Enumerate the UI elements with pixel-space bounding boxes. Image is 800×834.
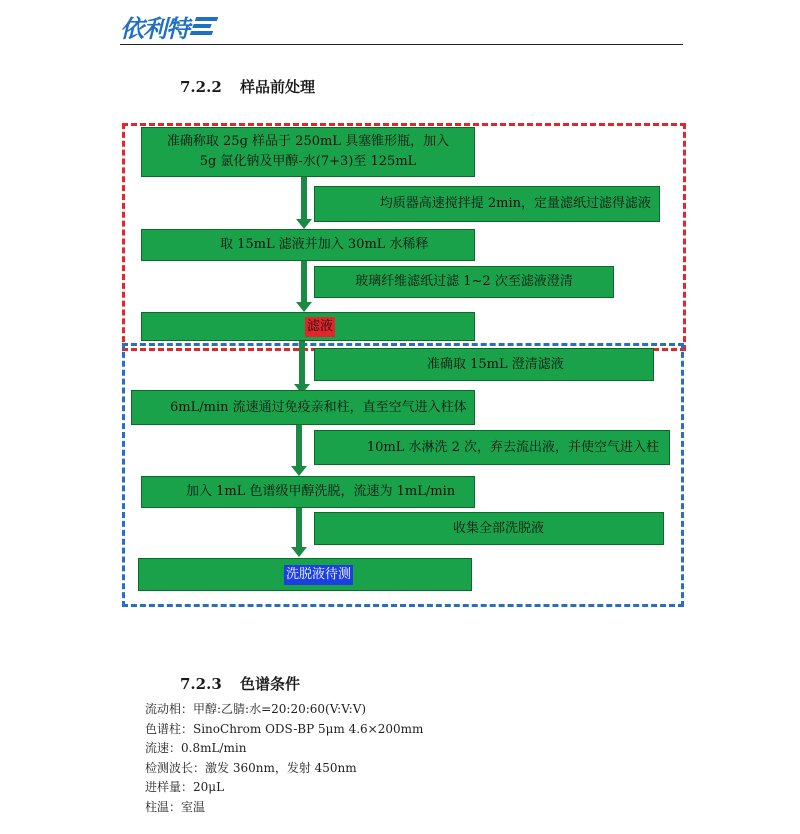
flow-step-text: 准确取 15mL 澄清滤液 — [427, 356, 564, 372]
flow-arrow-head — [296, 219, 312, 229]
flow-arrow-head — [291, 466, 307, 476]
flow-arrow-head — [296, 302, 312, 312]
flow-step-text: 10mL 水淋洗 2 次，弃去流出液，并使空气进入柱 — [366, 439, 659, 455]
section-title: 色谱条件 — [240, 675, 301, 693]
section-number: 7.2.2 — [180, 78, 222, 96]
flow-step-text: 收集全部洗脱液 — [453, 520, 545, 536]
condition-line: 色谱柱：SinoChrom ODS-BP 5μm 4.6×200mm — [145, 721, 424, 736]
section-heading-7-2-2 — [180, 76, 315, 97]
flow-arrow-head — [291, 547, 307, 557]
flow-step-glass-fiber-filter — [314, 266, 614, 298]
triple-bar-logo-icon — [190, 17, 219, 35]
flow-step-text: 均质器高速搅拌提 2min，定量滤纸过滤得滤液 — [379, 196, 651, 211]
flow-arrow — [299, 341, 305, 384]
condition-line: 流速：0.8mL/min — [145, 741, 247, 755]
flow-step-water-wash — [314, 430, 670, 465]
flow-step-text: 取 15mL 滤液并加入 30mL 水稀释 — [220, 237, 429, 252]
flow-arrow — [296, 425, 302, 466]
section-heading-7-2-3 — [180, 673, 300, 694]
flow-step-eluate-for-test — [138, 558, 472, 591]
flow-step-methanol-elute — [141, 476, 475, 508]
section-number: 7.2.3 — [180, 675, 222, 693]
flow-step-weigh-sample — [141, 127, 475, 177]
flow-arrow — [296, 508, 302, 547]
logo-text: 依利特 — [120, 14, 189, 43]
flow-step-text-highlight: 洗脱液待测 — [284, 565, 353, 585]
flow-step-dilute — [141, 229, 475, 261]
condition-line: 进样量：20μL — [145, 780, 225, 794]
flow-arrow — [301, 261, 307, 302]
flow-step-homogenize — [314, 186, 660, 222]
flow-step-text: 5g 氯化钠及甲醇-水(7+3)至 125mL — [199, 154, 417, 169]
flow-step-text: 加入 1mL 色谱级甲醇洗脱，流速为 1mL/min — [186, 484, 456, 499]
condition-line: 流动相：甲醇:乙腈:水=20:20:60(V:V:V) — [145, 702, 367, 716]
header-rule — [120, 44, 683, 45]
flow-step-collect-eluate — [314, 512, 664, 545]
section-title: 样品前处理 — [240, 78, 316, 96]
condition-line: 柱温：室温 — [145, 799, 206, 814]
flow-arrow — [301, 177, 307, 219]
chromatographic-conditions — [145, 700, 423, 817]
flow-step-text: 6mL/min 流速通过免疫亲和柱，直至空气进入柱体 — [170, 399, 467, 415]
flow-step-immunoaffinity-column — [131, 390, 475, 425]
flow-step-text-highlight: 滤液 — [305, 317, 335, 337]
flow-step-text: 准确称取 25g 样品于 250mL 具塞锥形瓶，加入 — [166, 134, 450, 149]
company-logo — [120, 12, 215, 43]
flow-step-text: 玻璃纤维滤纸过滤 1~2 次至滤液澄清 — [355, 274, 573, 289]
condition-line: 检测波长：激发 360nm，发射 450nm — [145, 760, 357, 775]
flow-step-filtrate — [141, 312, 475, 341]
flow-step-take-clear-filtrate — [314, 348, 654, 381]
